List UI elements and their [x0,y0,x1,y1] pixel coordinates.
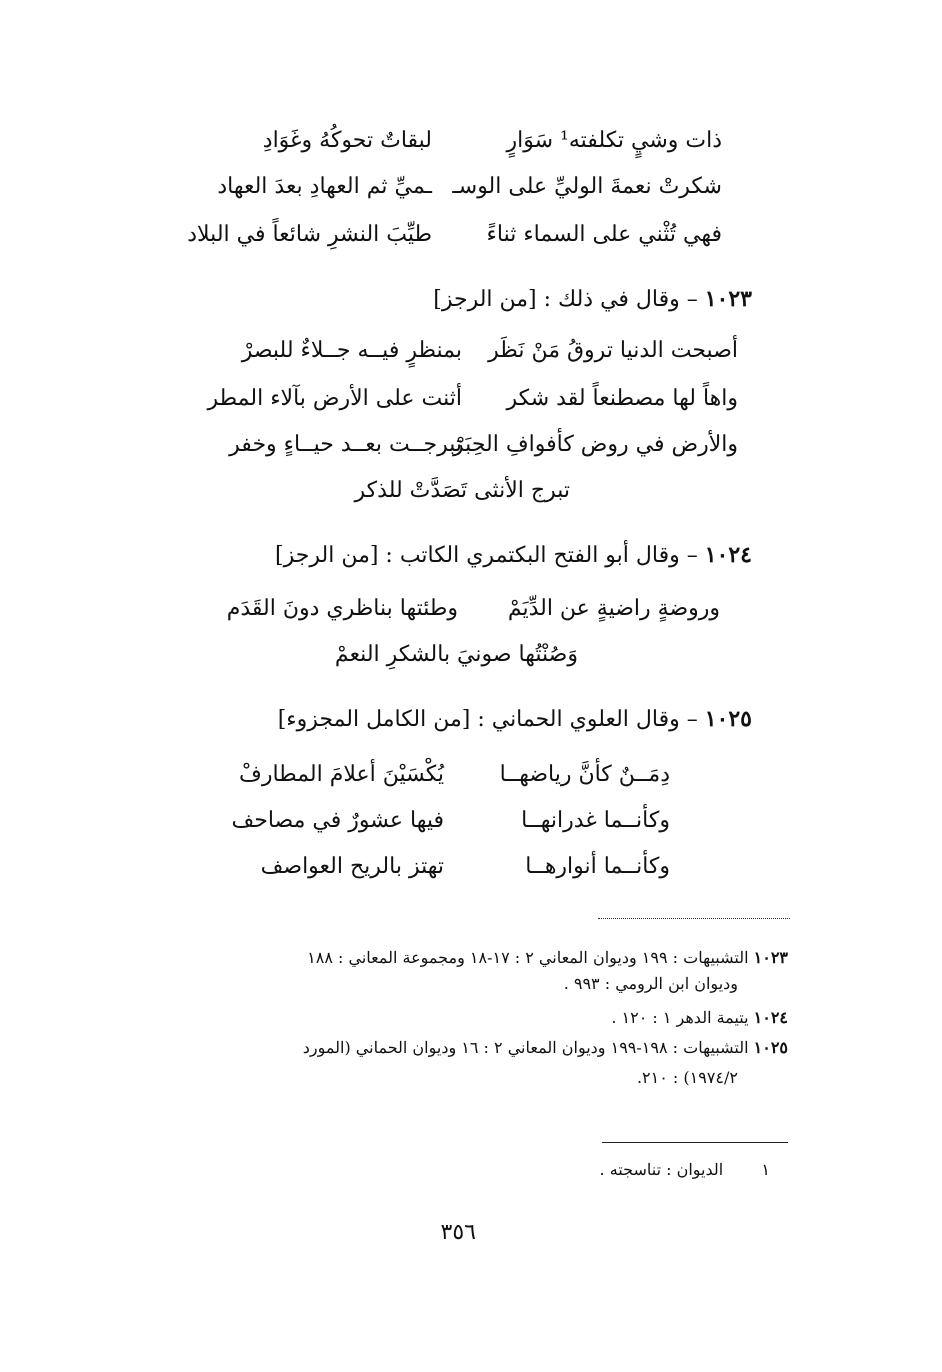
verse-hemistich-left: لبقاتٌ تحوكُهُ وغَوَادِ [262,128,432,153]
verse-hemistich-right: دِمَــنٌ كأنَّ رياضهــا [499,762,670,787]
footnote [600,1158,770,1182]
verse-hemistich-right: واهاً لها مصطنعاً لقد شكر [506,386,738,411]
verse-hemistich-left: تهتز بالريح العواصف [260,854,444,879]
source-note-number: ١٠٢٤ [753,1008,788,1027]
verse-hemistich-right: وروضةٍ راضيةٍ عن الدِّيَمْ [507,596,720,621]
source-note [611,1006,788,1030]
verse-hemistich-left: تبرجــت بعــد حيــاءٍ وخفر [229,432,462,457]
verse-hemistich-right: فهي تُثْني على السماء ثناءً [486,222,722,247]
verse-hemistich-left: وطئتها بناظري دونَ القَدَم [226,596,458,621]
verse-closing: تبرج الأنثى تَصَدَّتْ للذكر [354,478,570,503]
source-note-continuation: ١٩٧٤/٢) : ٢١٠. [636,1068,738,1087]
section-heading [275,540,752,571]
source-note-text: يتيمة الدهر ١ : ١٢٠ . [611,1008,749,1027]
verse-hemistich-right: وكأنــما غدرانهــا [521,808,670,833]
source-note-text: التشبيهات : ١٩٩ وديوان المعاني ٢ : ١٧-١٨ ومجموعة المعاني : ١٨٨ [307,948,749,967]
section-heading-text: – وقال أبو الفتح البكتمري الكاتب : [من الرجز] [275,543,698,568]
verse-hemistich-right: وكأنــما أنوارهــا [525,854,670,879]
footnote-marker: ١ [761,1160,770,1179]
verse-hemistich-left: فيها عشورٌ في مصاحف [231,808,444,833]
section-heading-text: – وقال في ذلك : [من الرجز] [433,287,698,312]
source-note-number: ١٠٢٥ [753,1038,788,1057]
section-heading-text: – وقال العلوي الحماني : [من الكامل المجزوء] [277,707,698,732]
verse-hemistich-right: شكرتْ نعمةَ الوليِّ على الوسـ [452,174,722,199]
source-note [303,1036,788,1060]
verse-hemistich-right: ذات وشيٍ تكلفته¹ سَوَارٍ [506,128,722,153]
verse-hemistich-left: أثنت على الأرض بآلاء المطر [207,386,462,411]
footnote-rule [602,1142,788,1143]
source-note-number: ١٠٢٣ [753,948,788,967]
verse-hemistich-left: طيِّبَ النشرِ شائعاً في البلاد [187,222,432,247]
section-heading [278,704,752,735]
verse-hemistich-left: بمنظرٍ فيــه جــلاءٌ للبصرْ [241,338,462,363]
section-heading [433,284,752,315]
verse-hemistich-left: يُكْسَيْنَ أعلامَ المطارفْ [239,762,444,787]
section-number: ١٠٢٣ [704,286,752,312]
verse-hemistich-right: أصبحت الدنيا تروقُ مَنْ نَظَر [488,338,738,363]
verse-hemistich-right: والأرض في روض كأفوافِ الحِبَرْ [453,432,738,457]
verse-hemistich-left: ـميِّ ثم العهادِ بعدَ العهاد [217,174,432,199]
section-number: ١٠٢٥ [704,706,752,732]
source-note-continuation: وديوان ابن الرومي : ٩٩٣ . [563,974,738,993]
page-number: ٣٥٦ [440,1220,476,1245]
sources-divider [598,918,790,919]
source-note-text: التشبيهات : ١٩٨-١٩٩ وديوان المعاني ٢ : ١٦ وديوان الحماني (المورد [302,1038,749,1057]
section-number: ١٠٢٤ [704,542,752,568]
source-note [307,946,788,970]
footnote-text: الديوان : تناسجته . [599,1160,724,1179]
verse-closing: وَصُنْتُها صونيَ بالشكرِ النعمْ [334,642,578,667]
